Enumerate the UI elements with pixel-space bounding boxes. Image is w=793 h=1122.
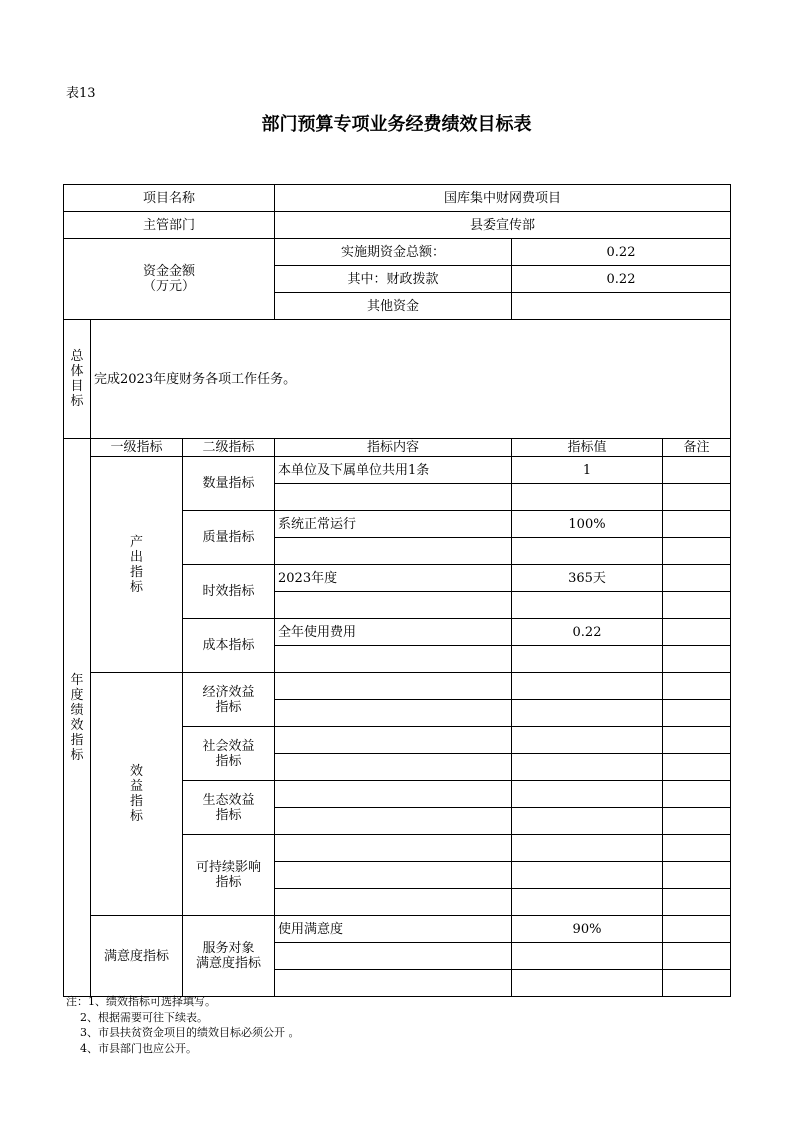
quantity-content: 本单位及下属单位共用1条 — [275, 457, 512, 484]
service-satisfaction-label: 服务对象 满意度指标 — [183, 916, 275, 997]
fund-fiscal-value: 0.22 — [512, 266, 731, 293]
project-name-value: 国库集中财网费项目 — [275, 185, 731, 212]
col-note: 备注 — [663, 439, 731, 457]
footnote: 2、根据需要可往下续表。 — [66, 1010, 208, 1024]
fund-fiscal-label: 其中：财政拨款 — [275, 266, 512, 293]
quality-indicator-label: 质量指标 — [183, 511, 275, 565]
social-indicator-label: 社会效益 指标 — [183, 727, 275, 781]
col-level2: 二级指标 — [183, 439, 275, 457]
quality-content: 系统正常运行 — [275, 511, 512, 538]
table-row — [64, 457, 731, 484]
footnote: 3、市县扶贫资金项目的绩效目标必须公开 。 — [66, 1026, 300, 1039]
fund-other-label: 其他资金 — [275, 293, 512, 320]
dept-value: 县委宣传部 — [275, 212, 731, 239]
table-row — [64, 320, 731, 439]
cost-content: 全年使用费用 — [275, 619, 512, 646]
satisfaction-value: 90% — [512, 916, 663, 943]
table-row — [64, 185, 731, 212]
note-cell — [663, 619, 731, 646]
quantity-value: 1 — [512, 457, 663, 484]
footnotes — [66, 994, 299, 1056]
satisfaction-indicator-label: 满意度指标 — [91, 916, 183, 997]
note-cell — [663, 916, 731, 943]
dept-label: 主管部门 — [64, 212, 275, 239]
note-cell — [663, 511, 731, 538]
fund-total-label: 实施期资金总额： — [275, 239, 512, 266]
fund-amount-label — [64, 239, 275, 320]
col-level1: 一级指标 — [91, 439, 183, 457]
table-row — [64, 212, 731, 239]
quality-value: 100% — [512, 511, 663, 538]
fund-other-value — [512, 293, 731, 320]
cost-indicator-label: 成本指标 — [183, 619, 275, 673]
page-title: 部门预算专项业务经费绩效目标表 — [261, 114, 532, 135]
table-row — [64, 239, 731, 266]
quantity-indicator-label: 数量指标 — [183, 457, 275, 511]
performance-table — [63, 184, 731, 997]
fund-total-value: 0.22 — [512, 239, 731, 266]
footnote: 4、市县部门也应公开。 — [66, 1041, 197, 1055]
table-row — [64, 673, 731, 700]
economic-indicator-label: 经济效益 指标 — [183, 673, 275, 727]
output-indicator-label: 产 出 指 标 — [91, 457, 183, 673]
project-name-label: 项目名称 — [64, 185, 275, 212]
table-row — [64, 439, 731, 457]
footnote: 注：1、绩效指标可选择填写。 — [66, 995, 216, 1008]
col-content: 指标内容 — [275, 439, 512, 457]
annual-indicator-label: 年 度 绩 效 指 标 — [64, 439, 91, 997]
fund-label-line2: （万元） — [142, 279, 195, 294]
overall-goal-text: 完成2023年度财务各项工作任务。 — [91, 320, 731, 439]
time-content: 2023年度 — [275, 565, 512, 592]
benefit-indicator-label: 效 益 指 标 — [91, 673, 183, 916]
ecological-indicator-label: 生态效益 指标 — [183, 781, 275, 835]
note-cell — [663, 565, 731, 592]
fund-label-line1: 资金金额 — [142, 264, 195, 279]
col-value: 指标值 — [512, 439, 663, 457]
note-cell — [663, 457, 731, 484]
table-row — [64, 916, 731, 943]
form-number: 表13 — [66, 86, 96, 101]
cost-value: 0.22 — [512, 619, 663, 646]
sustainability-indicator-label: 可持续影响 指标 — [183, 835, 275, 916]
satisfaction-content: 使用满意度 — [275, 916, 512, 943]
overall-goal-label: 总 体 目 标 — [64, 320, 91, 439]
time-value: 365天 — [512, 565, 663, 592]
time-indicator-label: 时效指标 — [183, 565, 275, 619]
